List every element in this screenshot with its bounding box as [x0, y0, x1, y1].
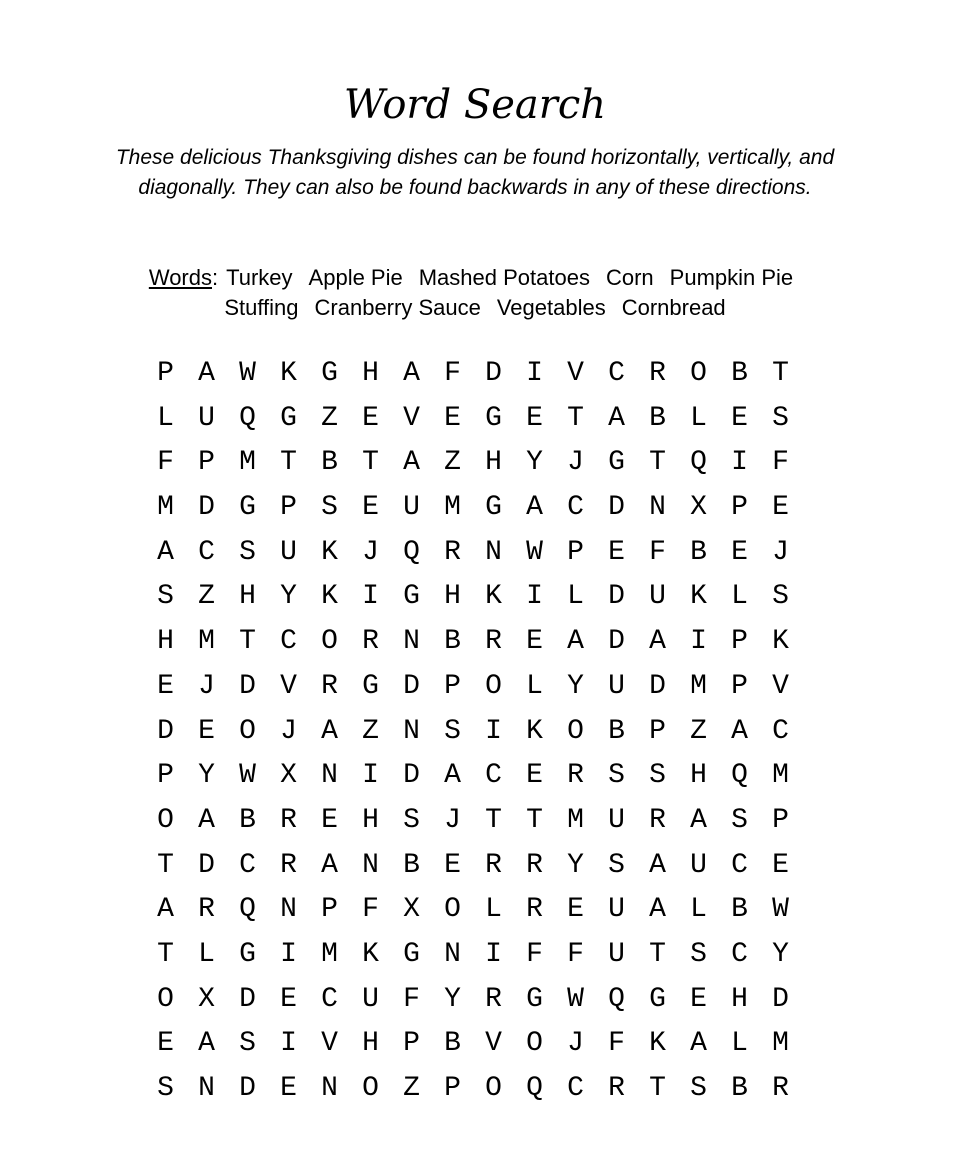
grid-cell: J — [444, 804, 461, 836]
grid-cell: U — [608, 804, 625, 836]
grid-cell: F — [403, 983, 420, 1015]
word-list-item: Turkey — [226, 265, 293, 290]
grid-cell: A — [567, 626, 584, 658]
grid-cell: C — [321, 983, 338, 1015]
grid-cell: B — [649, 402, 666, 434]
grid-cell: Q — [731, 760, 748, 792]
grid-cell: S — [239, 536, 256, 568]
grid-cell: P — [444, 670, 461, 702]
grid-cell: S — [157, 1073, 174, 1104]
grid-cell: G — [403, 938, 420, 970]
grid-cell: R — [280, 804, 297, 836]
grid-cell: M — [444, 492, 461, 524]
grid-cell: A — [198, 1028, 215, 1060]
grid-cell: F — [772, 447, 789, 479]
grid-cell: O — [157, 804, 174, 836]
word-list-item: Apple Pie — [308, 265, 403, 290]
grid-cell: F — [526, 938, 543, 970]
grid-cell: S — [690, 938, 707, 970]
grid-cell: R — [772, 1073, 789, 1104]
grid-cell: N — [321, 760, 338, 792]
grid-cell: Q — [239, 402, 256, 434]
grid-cell: F — [157, 447, 174, 479]
grid-cell: C — [485, 760, 502, 792]
grid-cell: E — [280, 983, 297, 1015]
grid-cell: H — [690, 760, 707, 792]
grid-cell: B — [690, 536, 707, 568]
word-list-item: Corn — [605, 265, 654, 290]
grid-cell: A — [157, 536, 174, 568]
grid-cell: U — [362, 983, 379, 1015]
grid-cell: I — [526, 581, 543, 613]
grid-cell: E — [280, 1073, 297, 1104]
grid-cell: R — [444, 536, 461, 568]
grid-cell: H — [485, 447, 502, 479]
grid-cell: T — [157, 938, 174, 970]
grid-cell: R — [526, 849, 543, 881]
grid-cell: V — [321, 1028, 338, 1060]
grid-cell: T — [362, 447, 379, 479]
grid-cell: Q — [608, 983, 625, 1015]
grid-cell: E — [608, 536, 625, 568]
grid-cell: E — [772, 492, 789, 524]
grid-cell: B — [731, 358, 748, 389]
grid-cell: L — [485, 894, 502, 926]
grid-cell: E — [362, 402, 379, 434]
grid-cell: B — [403, 849, 420, 881]
grid-cell: S — [403, 804, 420, 836]
grid-cell: H — [362, 1028, 379, 1060]
grid-cell: K — [772, 626, 789, 658]
grid-cell: B — [731, 894, 748, 926]
grid-cell: N — [280, 894, 297, 926]
grid-cell: I — [362, 581, 379, 613]
grid-cell: V — [280, 670, 297, 702]
grid-cell: T — [239, 626, 256, 658]
grid-cell: Z — [198, 581, 215, 613]
grid-cell: C — [198, 536, 215, 568]
grid-cell: J — [772, 536, 789, 568]
grid-cell: F — [608, 1028, 625, 1060]
grid-cell: O — [485, 1073, 502, 1104]
grid-cell: R — [526, 894, 543, 926]
grid-cell: B — [444, 626, 461, 658]
grid-cell: D — [198, 492, 215, 524]
grid-cell: A — [198, 804, 215, 836]
grid-cell: Q — [526, 1073, 543, 1104]
grid-cell: U — [690, 849, 707, 881]
grid-cell: R — [198, 894, 215, 926]
grid-cell: F — [567, 938, 584, 970]
grid-cell: N — [444, 938, 461, 970]
grid-cell: I — [362, 760, 379, 792]
grid-cell: G — [321, 358, 338, 389]
grid-cell: A — [690, 1028, 707, 1060]
grid-cell: G — [649, 983, 666, 1015]
grid-cell: X — [690, 492, 707, 524]
grid-cell: R — [649, 804, 666, 836]
grid-cell: R — [649, 358, 666, 389]
grid-cell: E — [157, 1028, 174, 1060]
grid-cell: W — [239, 358, 256, 389]
grid-cell: S — [690, 1073, 707, 1104]
grid-cell: A — [649, 626, 666, 658]
grid-cell: X — [280, 760, 297, 792]
grid-cell: D — [608, 581, 625, 613]
grid-cell: I — [485, 938, 502, 970]
grid-cell: Y — [444, 983, 461, 1015]
grid-cell: R — [485, 849, 502, 881]
grid-cell: J — [362, 536, 379, 568]
grid-cell: K — [526, 715, 543, 747]
grid-cell: P — [198, 447, 215, 479]
grid-cell: E — [157, 670, 174, 702]
grid-cell: W — [239, 760, 256, 792]
word-list-item: Cornbread — [621, 295, 726, 320]
grid-cell: J — [280, 715, 297, 747]
grid-cell: V — [772, 670, 789, 702]
grid-cell: E — [321, 804, 338, 836]
grid-cell: C — [567, 1073, 584, 1104]
grid-cell: M — [690, 670, 707, 702]
grid-cell: N — [485, 536, 502, 568]
grid-cell: F — [649, 536, 666, 568]
grid-cell: Q — [690, 447, 707, 479]
grid-cell: A — [198, 358, 215, 389]
grid-cell: O — [362, 1073, 379, 1104]
word-list-item: Cranberry Sauce — [314, 295, 481, 320]
grid-cell: W — [567, 983, 584, 1015]
grid-cell: M — [198, 626, 215, 658]
grid-cell: L — [731, 1028, 748, 1060]
grid-cell: D — [239, 670, 256, 702]
grid-cell: D — [608, 492, 625, 524]
grid-cell: D — [403, 760, 420, 792]
grid-cell: E — [362, 492, 379, 524]
grid-cell: D — [649, 670, 666, 702]
grid-cell: D — [198, 849, 215, 881]
grid-cell: W — [526, 536, 543, 568]
grid-cell: M — [567, 804, 584, 836]
grid-cell: A — [649, 894, 666, 926]
grid-cell: P — [731, 626, 748, 658]
grid-cell: Q — [239, 894, 256, 926]
grid-cell: O — [485, 670, 502, 702]
grid-cell: A — [321, 849, 338, 881]
grid-cell: O — [690, 358, 707, 389]
grid-cell: R — [485, 983, 502, 1015]
grid-cell: E — [526, 626, 543, 658]
grid-cell: D — [157, 715, 174, 747]
grid-cell: N — [198, 1073, 215, 1104]
grid-cell: M — [772, 1028, 789, 1060]
grid-cell: T — [280, 447, 297, 479]
grid-cell: T — [485, 804, 502, 836]
grid-cell: S — [444, 715, 461, 747]
grid-cell: S — [608, 760, 625, 792]
grid-cell: Z — [362, 715, 379, 747]
grid-cell: A — [444, 760, 461, 792]
grid-cell: M — [321, 938, 338, 970]
words-label: Words — [148, 265, 212, 290]
grid-cell: B — [608, 715, 625, 747]
word-list — [100, 263, 850, 323]
grid-cell: J — [567, 447, 584, 479]
grid-cell: A — [526, 492, 543, 524]
grid-cell: K — [280, 358, 297, 389]
grid-cell: S — [157, 581, 174, 613]
grid-cell: T — [649, 938, 666, 970]
grid-cell: P — [157, 760, 174, 792]
grid-cell: R — [485, 626, 502, 658]
grid-cell: A — [403, 358, 420, 389]
grid-cell: E — [731, 536, 748, 568]
grid-cell: K — [362, 938, 379, 970]
grid-cell: A — [690, 804, 707, 836]
grid-cell: D — [239, 983, 256, 1015]
grid-cell: A — [608, 402, 625, 434]
grid-cell: Y — [772, 938, 789, 970]
word-list-item: Pumpkin Pie — [669, 265, 794, 290]
grid-cell: D — [608, 626, 625, 658]
grid-cell: G — [485, 402, 502, 434]
grid-cell: M — [239, 447, 256, 479]
grid-cell: N — [321, 1073, 338, 1104]
grid-cell: C — [731, 849, 748, 881]
word-list-item: Vegetables — [496, 295, 606, 320]
grid-cell: C — [608, 358, 625, 389]
grid-cell: E — [444, 402, 461, 434]
grid-cell: K — [690, 581, 707, 613]
grid-cell: I — [280, 1028, 297, 1060]
grid-cell: C — [731, 938, 748, 970]
grid-cell: G — [403, 581, 420, 613]
grid-cell: L — [731, 581, 748, 613]
grid-cell: A — [731, 715, 748, 747]
grid-cell: I — [280, 938, 297, 970]
grid-cell: P — [772, 804, 789, 836]
grid-cell: K — [649, 1028, 666, 1060]
grid-cell: R — [608, 1073, 625, 1104]
grid-cell: R — [321, 670, 338, 702]
grid-cell: U — [608, 938, 625, 970]
grid-cell: T — [526, 804, 543, 836]
grid-cell: P — [444, 1073, 461, 1104]
grid-cell: S — [649, 760, 666, 792]
grid-cell: P — [157, 358, 174, 389]
grid-cell: L — [690, 894, 707, 926]
grid-cell: Q — [403, 536, 420, 568]
grid-cell: K — [321, 581, 338, 613]
grid-cell: N — [403, 715, 420, 747]
grid-cell: E — [567, 894, 584, 926]
grid-cell: P — [321, 894, 338, 926]
grid-cell: Z — [690, 715, 707, 747]
grid-cell: A — [157, 894, 174, 926]
grid-cell: T — [157, 849, 174, 881]
grid-cell: O — [444, 894, 461, 926]
grid-cell: U — [608, 670, 625, 702]
grid-cell: L — [157, 402, 174, 434]
grid-cell: E — [731, 402, 748, 434]
grid-cell: L — [526, 670, 543, 702]
grid-cell: A — [403, 447, 420, 479]
grid-cell: O — [567, 715, 584, 747]
instructions-text: These delicious Thanksgiving dishes can be found horizontally, vertically, and diagonally. They can also be found backwards in any of these directions. — [115, 146, 835, 199]
grid-cell: Z — [403, 1073, 420, 1104]
grid-cell: S — [608, 849, 625, 881]
grid-cell: P — [649, 715, 666, 747]
grid-cell: G — [239, 492, 256, 524]
grid-cell: N — [403, 626, 420, 658]
grid-cell: X — [198, 983, 215, 1015]
grid-cell: M — [772, 760, 789, 792]
grid-cell: P — [731, 670, 748, 702]
grid-cell: T — [567, 402, 584, 434]
grid-cell: V — [485, 1028, 502, 1060]
grid-cell: B — [444, 1028, 461, 1060]
grid-cell: W — [772, 894, 789, 926]
grid-cell: R — [567, 760, 584, 792]
word-list-item: Stuffing — [224, 295, 299, 320]
grid-cell: S — [321, 492, 338, 524]
grid-cell: E — [526, 402, 543, 434]
grid-cell: I — [485, 715, 502, 747]
grid-cell: M — [157, 492, 174, 524]
grid-cell: S — [772, 581, 789, 613]
grid-cell: J — [567, 1028, 584, 1060]
grid-cell: Y — [198, 760, 215, 792]
grid-cell: C — [567, 492, 584, 524]
grid-cell: L — [690, 402, 707, 434]
grid-cell: O — [321, 626, 338, 658]
grid-cell: R — [280, 849, 297, 881]
grid-cell: C — [239, 849, 256, 881]
grid-cell: E — [526, 760, 543, 792]
grid-cell: P — [567, 536, 584, 568]
grid-cell: K — [321, 536, 338, 568]
grid-cell: E — [772, 849, 789, 881]
grid-cell: S — [239, 1028, 256, 1060]
grid-cell: Y — [526, 447, 543, 479]
grid-cell: C — [280, 626, 297, 658]
grid-cell: U — [403, 492, 420, 524]
grid-cell: H — [239, 581, 256, 613]
grid-cell: D — [403, 670, 420, 702]
grid-cell: G — [239, 938, 256, 970]
page-title: Word Search — [343, 82, 607, 128]
grid-cell: H — [444, 581, 461, 613]
words-separator: : — [212, 265, 219, 290]
grid-cell: X — [403, 894, 420, 926]
grid-cell: E — [198, 715, 215, 747]
grid-cell: V — [403, 402, 420, 434]
grid-cell: B — [731, 1073, 748, 1104]
grid-cell: Y — [567, 849, 584, 881]
letter-grid — [145, 352, 801, 1112]
grid-cell: P — [403, 1028, 420, 1060]
grid-cell: A — [649, 849, 666, 881]
grid-cell: I — [690, 626, 707, 658]
grid-cell: Z — [321, 402, 338, 434]
grid-cell: D — [772, 983, 789, 1015]
grid-cell: B — [321, 447, 338, 479]
grid-cell: T — [772, 358, 789, 389]
grid-cell: T — [649, 447, 666, 479]
grid-cell: H — [731, 983, 748, 1015]
grid-cell: R — [362, 626, 379, 658]
grid-cell: D — [239, 1073, 256, 1104]
grid-cell: O — [526, 1028, 543, 1060]
grid-cell: J — [198, 670, 215, 702]
grid-cell: H — [362, 804, 379, 836]
word-list-item: Mashed Potatoes — [418, 265, 590, 290]
grid-cell: D — [485, 358, 502, 389]
grid-cell: T — [649, 1073, 666, 1104]
grid-cell: H — [362, 358, 379, 389]
grid-cell: I — [526, 358, 543, 389]
grid-cell: K — [485, 581, 502, 613]
grid-cell: V — [567, 358, 584, 389]
grid-cell: U — [198, 402, 215, 434]
grid-cell: L — [198, 938, 215, 970]
grid-cell: Y — [280, 581, 297, 613]
grid-cell: Y — [567, 670, 584, 702]
grid-cell: H — [157, 626, 174, 658]
grid-cell: G — [526, 983, 543, 1015]
grid-cell: G — [608, 447, 625, 479]
grid-cell: C — [772, 715, 789, 747]
grid-cell: U — [649, 581, 666, 613]
grid-cell: G — [485, 492, 502, 524]
grid-cell: Z — [444, 447, 461, 479]
grid-cell: L — [567, 581, 584, 613]
grid-cell: A — [321, 715, 338, 747]
grid-cell: F — [362, 894, 379, 926]
grid-cell: U — [608, 894, 625, 926]
grid-cell: N — [362, 849, 379, 881]
grid-cell: S — [772, 402, 789, 434]
grid-cell: O — [239, 715, 256, 747]
grid-cell: F — [444, 358, 461, 389]
grid-cell: B — [239, 804, 256, 836]
grid-cell: E — [444, 849, 461, 881]
grid-cell: U — [280, 536, 297, 568]
grid-cell: G — [362, 670, 379, 702]
grid-cell: N — [649, 492, 666, 524]
grid-cell: G — [280, 402, 297, 434]
grid-cell: E — [690, 983, 707, 1015]
grid-cell: S — [731, 804, 748, 836]
grid-cell: P — [280, 492, 297, 524]
grid-cell: P — [731, 492, 748, 524]
grid-cell: I — [731, 447, 748, 479]
grid-cell: O — [157, 983, 174, 1015]
